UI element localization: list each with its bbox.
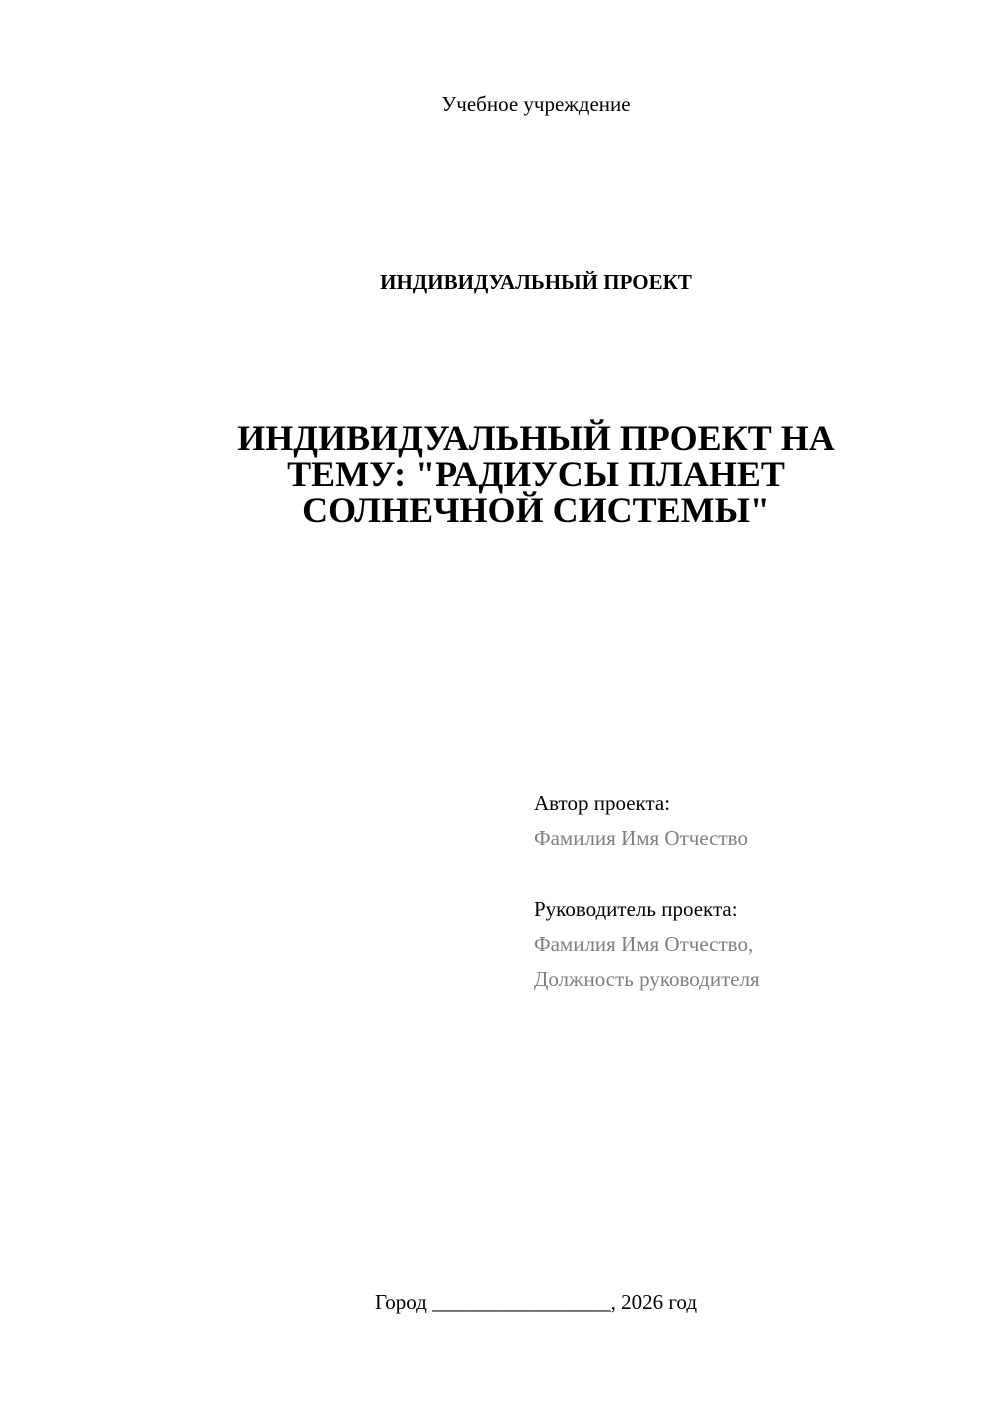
supervisor-block [534, 892, 974, 997]
supervisor-position: Должность руководителя [534, 967, 760, 991]
institution-name: Учебное учреждение [441, 92, 631, 116]
project-title [180, 420, 892, 528]
author-label: Автор проекта: [534, 791, 671, 815]
supervisor-label: Руководитель проекта: [534, 897, 738, 921]
project-title-line: ТЕМУ: "РАДИУСЫ ПЛАНЕТ [287, 454, 785, 494]
document-type: ИНДИВИДУАЛЬНЫЙ ПРОЕКТ [380, 270, 692, 294]
project-title-line: СОЛНЕЧНОЙ СИСТЕМЫ" [302, 490, 770, 530]
author-name: Фамилия Имя Отчество [534, 826, 748, 850]
city-year-line: Город _________________, 2026 год [374, 1290, 698, 1314]
project-title-line: ИНДИВИДУАЛЬНЫЙ ПРОЕКТ НА [237, 418, 835, 458]
author-block [534, 786, 974, 856]
supervisor-name: Фамилия Имя Отчество, [534, 932, 754, 956]
